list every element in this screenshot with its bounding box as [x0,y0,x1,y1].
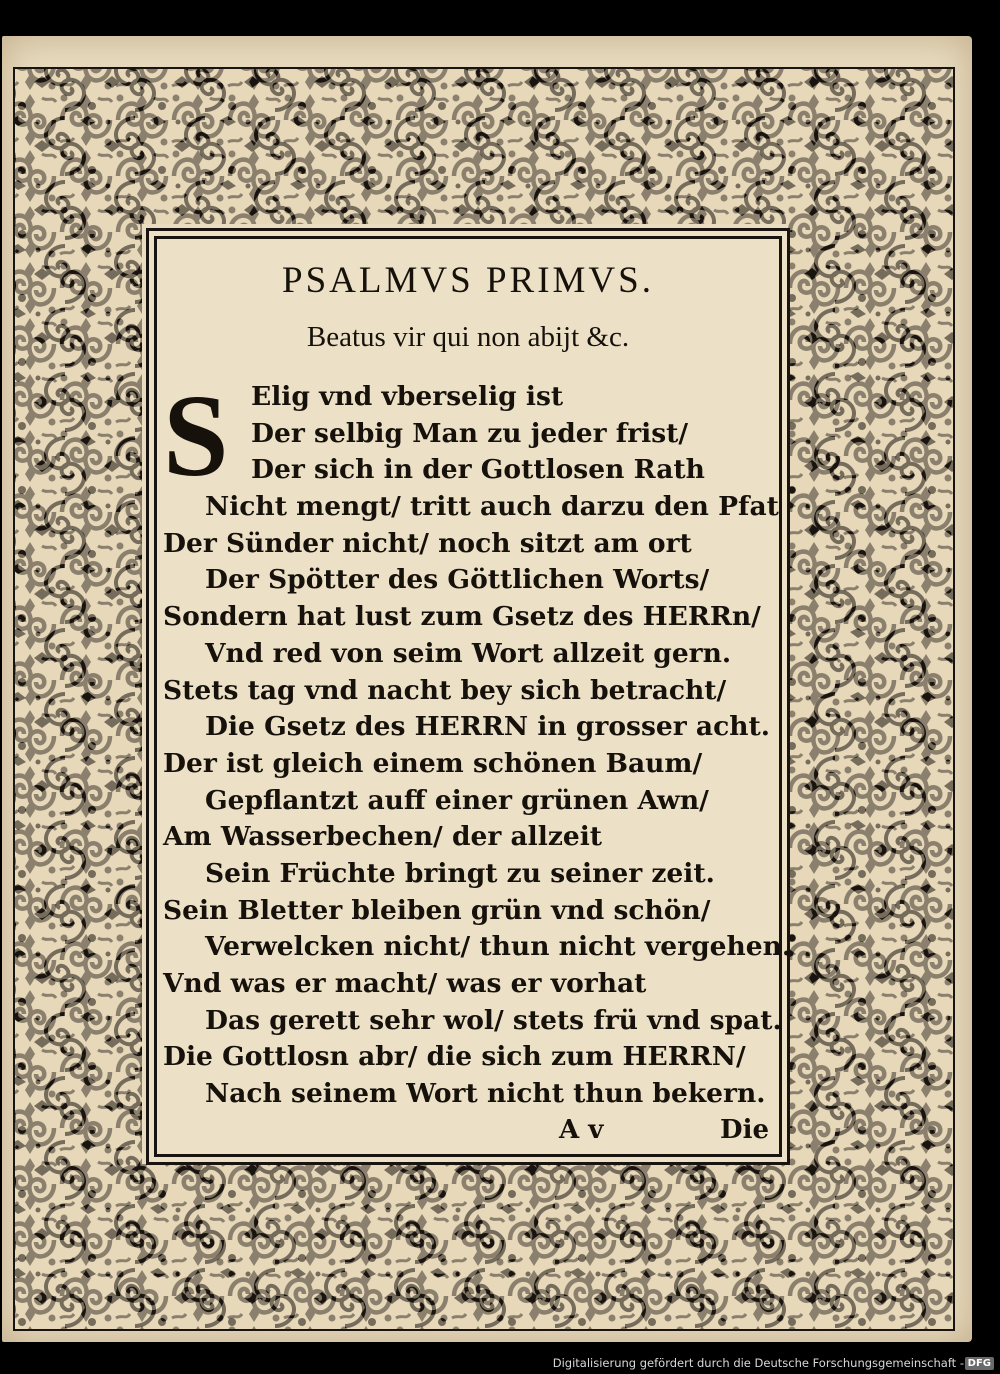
verse-line: Die Gsetz des HERRN in grosser acht. [205,711,770,743]
verse-block [163,370,792,1113]
verse-line: Vnd red von seim Wort allzeit gern. [205,637,732,669]
catchword: Die [720,1115,769,1145]
verse-line: Der Sünder nicht/ noch sitzt am ort [163,527,692,559]
verse-line: Verwelcken nicht/ thun nicht vergehen. [205,931,792,963]
psalm-subheading: Beatus vir qui non abijt &c. [306,321,630,353]
drop-cap-letter: S [163,370,229,501]
verse-line: Der selbig Man zu jeder frist/ [251,417,689,449]
verse-line: Nicht mengt/ tritt auch darzu den Pfat [205,491,779,523]
verse-line: Das gerett sehr wol/ stets frü vnd spat. [205,1004,782,1036]
verse-line: Sondern hat lust zum Gsetz des HERRn/ [163,601,761,633]
verse-line: Der Spötter des Göttlichen Worts/ [205,564,710,596]
dfg-logo: DFG [965,1357,994,1370]
catchword-line [559,1115,769,1145]
verse-line: Gepflantzt auff einer grünen Awn/ [205,784,709,816]
verse-line: Der ist gleich einem schönen Baum/ [163,747,703,779]
verse-line: Sein Früchte bringt zu seiner zeit. [205,857,715,889]
verse-line: Elig vnd vberselig ist [251,381,564,412]
verse-line: Der sich in der Gottlosen Rath [251,454,705,486]
verse-line: Stets tag vnd nacht bey sich betracht/ [163,674,727,706]
psalm-heading: PSALMVS PRIMVS. [282,260,654,301]
verse-line: Vnd was er macht/ was er vorhat [163,968,647,999]
verse-line: Sein Bletter bleiben grün vnd schön/ [163,894,711,926]
book-page [2,36,972,1342]
digitization-credit: Digitalisierung gefördert durch die Deutsche Forschungsgemeinschaft - [552,1356,964,1370]
text-block [154,236,792,1157]
verse-line: Die Gottlosn abr/ die sich zum HERRN/ [163,1041,746,1073]
verse-line: Nach seinem Wort nicht thun bekern. [205,1078,766,1110]
verse-line: Am Wasserbechen/ der allzeit [163,821,603,853]
signature-mark: A v [559,1115,604,1145]
